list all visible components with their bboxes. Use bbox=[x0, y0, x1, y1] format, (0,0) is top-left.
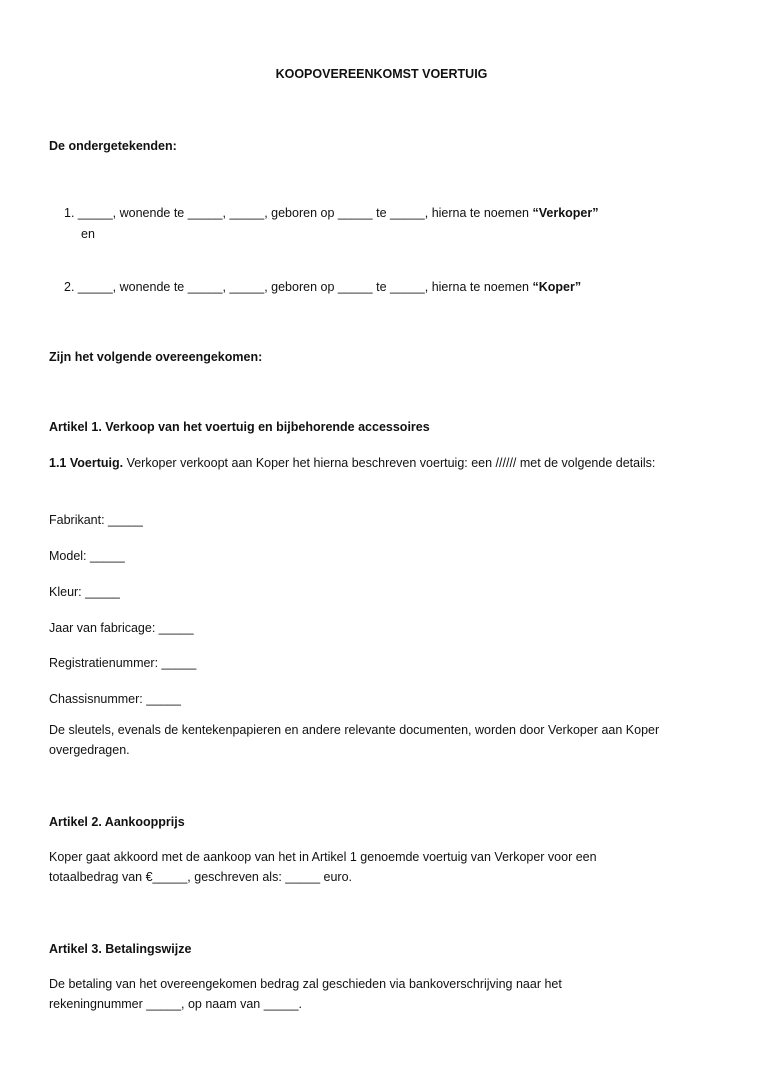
article-2-heading: Artikel 2. Aankoopprijs bbox=[49, 815, 185, 829]
document-title: KOOPOVEREENKOMST VOERTUIG bbox=[275, 67, 488, 81]
article-2-text: Koper gaat akkoord met de aankoop van het in Artikel 1 genoemde voertuig van Verkoper voor een totaalbedrag van €_____, geschreven als: _____ euro. bbox=[49, 850, 597, 884]
article-1-closing: De sleutels, evenals de kentekenpapieren en andere relevante documenten, worden door Verkoper aan Koper overgedragen. bbox=[49, 723, 660, 757]
party-text: _____, wonende te _____, _____, geboren op _____ te _____, hierna te noemen bbox=[77, 206, 533, 220]
party-text: _____, wonende te _____, _____, geboren op _____ te _____, hierna te noemen bbox=[77, 280, 533, 294]
agreed-heading: Zijn het volgende overeengekomen: bbox=[49, 350, 263, 364]
party-conjunction: en bbox=[81, 227, 95, 241]
article-3-heading: Artikel 3. Betalingswijze bbox=[49, 942, 192, 956]
intro-heading: De ondergetekenden: bbox=[49, 139, 177, 153]
field-chassis: Chassisnummer: _____ bbox=[49, 692, 182, 706]
party-role: “Verkoper” bbox=[532, 206, 599, 220]
party-number: 1. bbox=[64, 206, 75, 220]
article-1-heading: Artikel 1. Verkoop van het voertuig en bijbehorende accessoires bbox=[49, 420, 430, 434]
party-2 bbox=[64, 277, 581, 297]
field-model: Model: _____ bbox=[49, 549, 125, 563]
field-year: Jaar van fabricage: _____ bbox=[49, 621, 194, 635]
field-manufacturer: Fabrikant: _____ bbox=[49, 513, 143, 527]
party-number: 2. bbox=[64, 280, 75, 294]
field-registration: Registratienummer: _____ bbox=[49, 656, 197, 670]
article-1-1-paragraph bbox=[49, 453, 709, 473]
field-color: Kleur: _____ bbox=[49, 585, 120, 599]
party-role: “Koper” bbox=[532, 280, 582, 294]
article-3-text: De betaling van het overeengekomen bedrag zal geschieden via bankoverschrijving naar het rekeningnummer _____, op naam van _____. bbox=[49, 977, 562, 1011]
party-1 bbox=[64, 203, 599, 223]
subsection-text: Verkoper verkoopt aan Koper het hierna beschreven voertuig: een ////// met de volgende details: bbox=[123, 456, 656, 470]
subsection-label: 1.1 Voertuig. bbox=[49, 456, 124, 470]
